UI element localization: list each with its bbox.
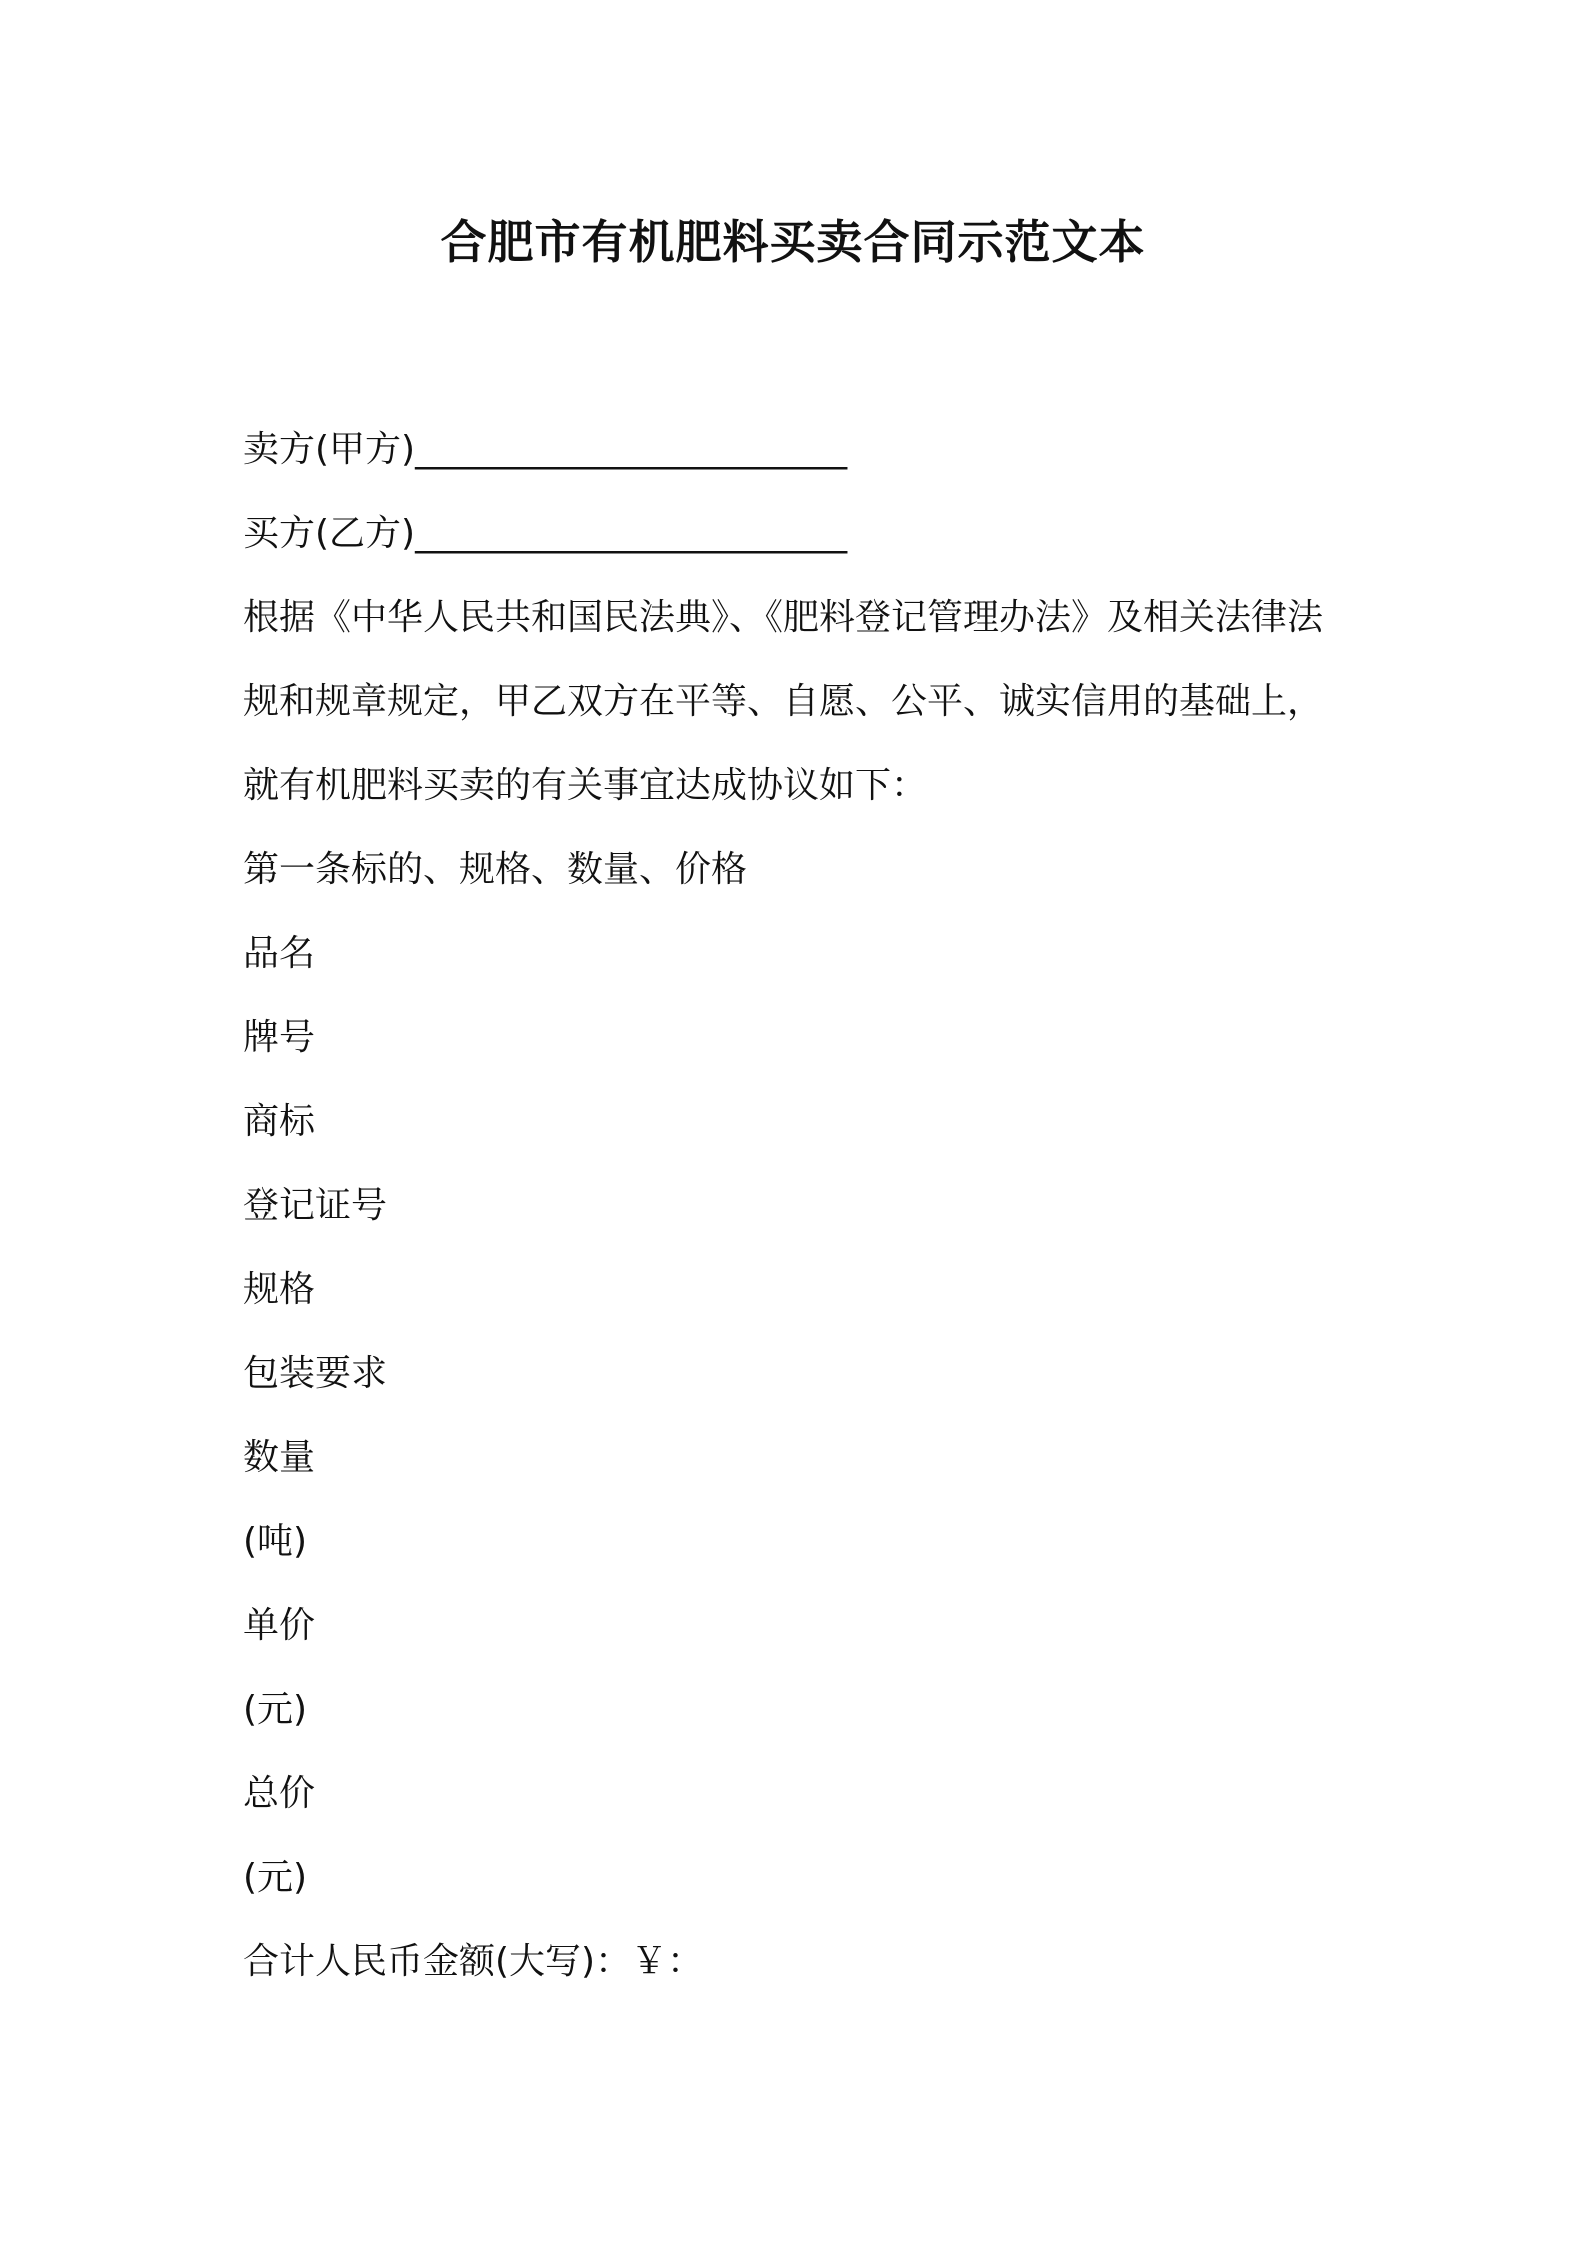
field-quantity-unit: (吨) [243, 1521, 308, 1562]
document-body [243, 408, 1363, 2004]
field-unit-price-unit: (元) [243, 1689, 308, 1730]
field-brand-number: 牌号 [243, 1017, 316, 1058]
preamble-line-2: 规和规章规定，甲乙双方在平等、自愿、公平、诚实信用的基础上， [243, 681, 1324, 722]
field-total-price-unit: (元) [243, 1857, 308, 1898]
field-unit-price: 单价 [243, 1605, 316, 1646]
field-trademark: 商标 [243, 1101, 316, 1142]
field-total-amount: 合计人民币金额(大写)：￥： [243, 1941, 704, 1982]
field-product-name: 品名 [243, 933, 316, 974]
preamble-line-3: 就有机肥料买卖的有关事宜达成协议如下： [243, 765, 928, 806]
buyer-party-line: 买方(乙方)________________________ [243, 513, 848, 554]
field-packaging: 包装要求 [243, 1353, 388, 1394]
article-one-heading: 第一条标的、规格、数量、价格 [243, 849, 748, 890]
field-registration-number: 登记证号 [243, 1185, 388, 1226]
field-quantity: 数量 [243, 1437, 316, 1478]
field-total-price: 总价 [243, 1773, 316, 1814]
preamble-line-1: 根据《中华人民共和国民法典》、《肥料登记管理办法》及相关法律法 [243, 597, 1324, 638]
document-title: 合肥市有机肥料买卖合同示范文本 [440, 215, 1146, 269]
seller-party-line: 卖方(甲方)________________________ [243, 429, 848, 470]
field-specification: 规格 [243, 1269, 316, 1310]
